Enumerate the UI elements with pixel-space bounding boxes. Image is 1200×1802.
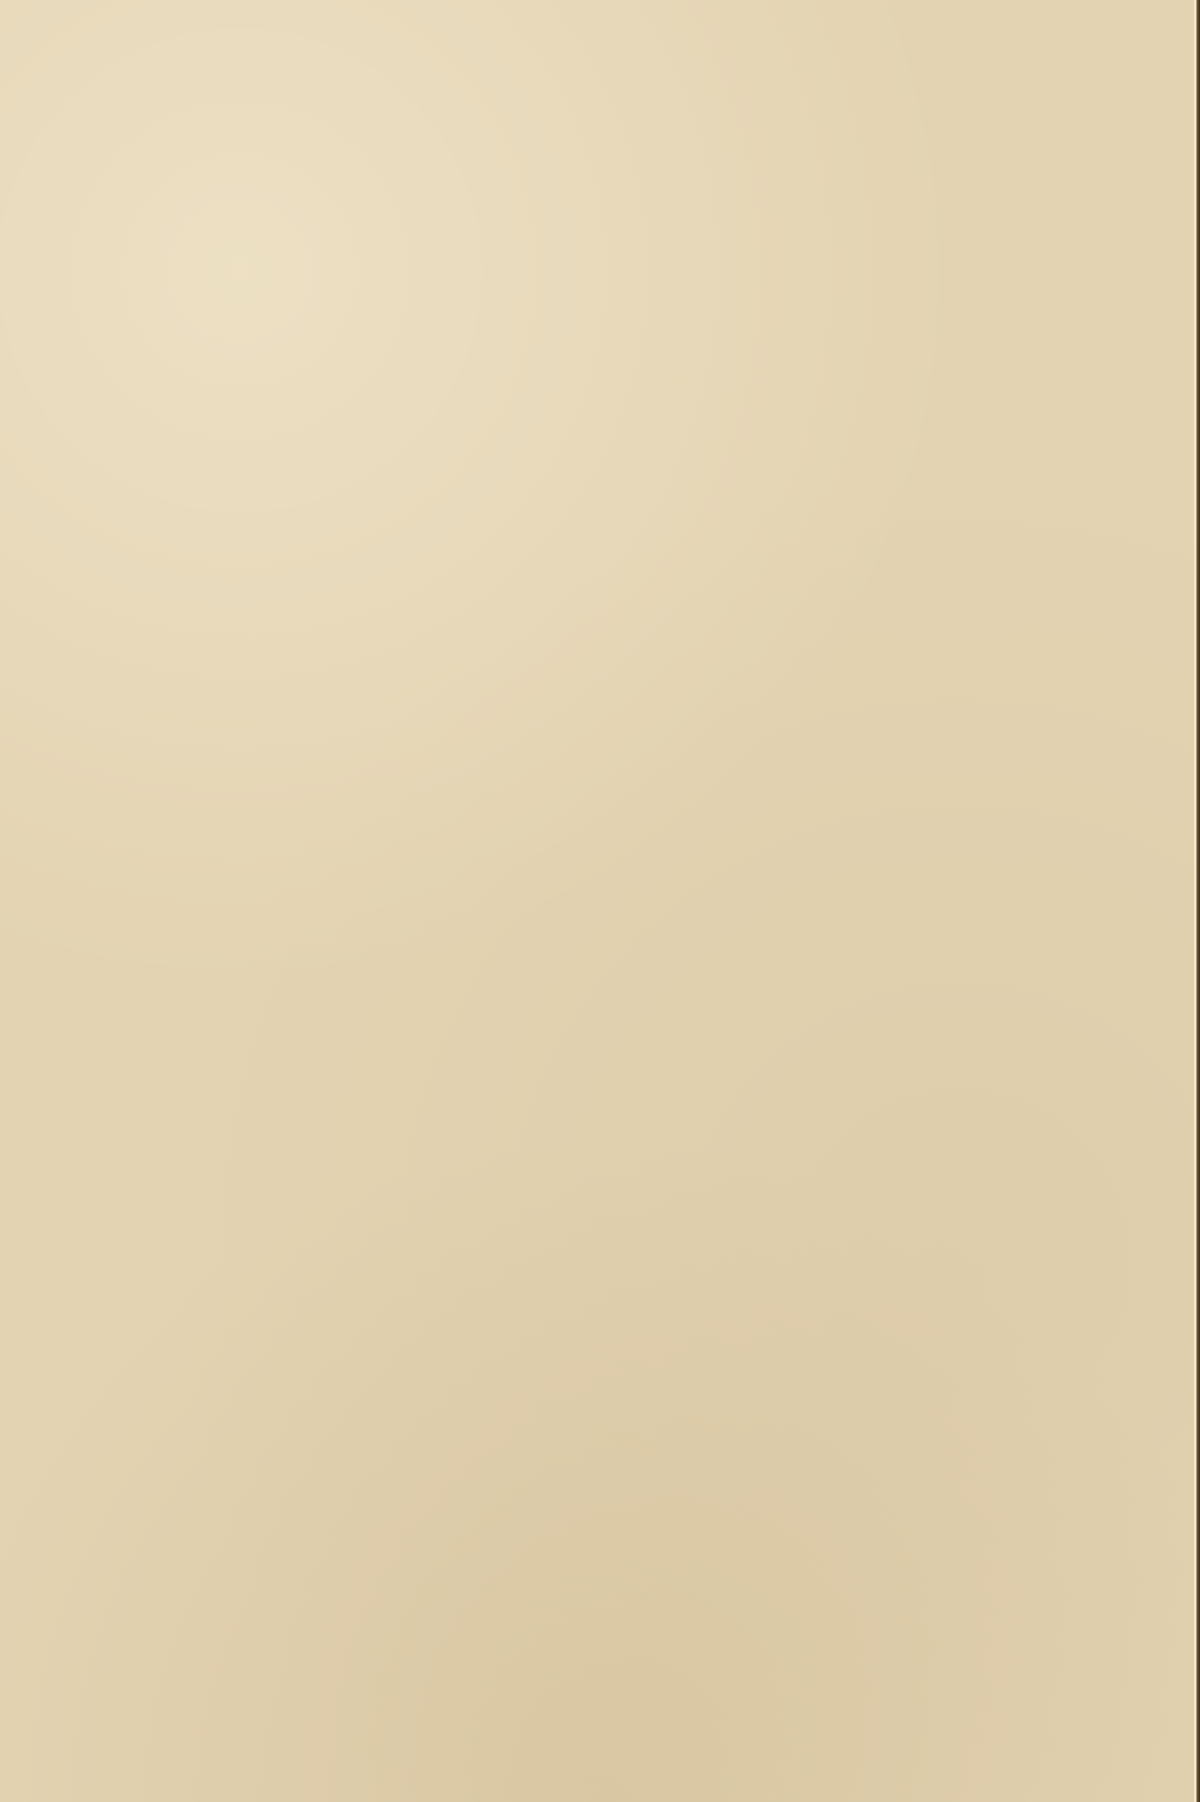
- page-edge: [1194, 0, 1200, 1802]
